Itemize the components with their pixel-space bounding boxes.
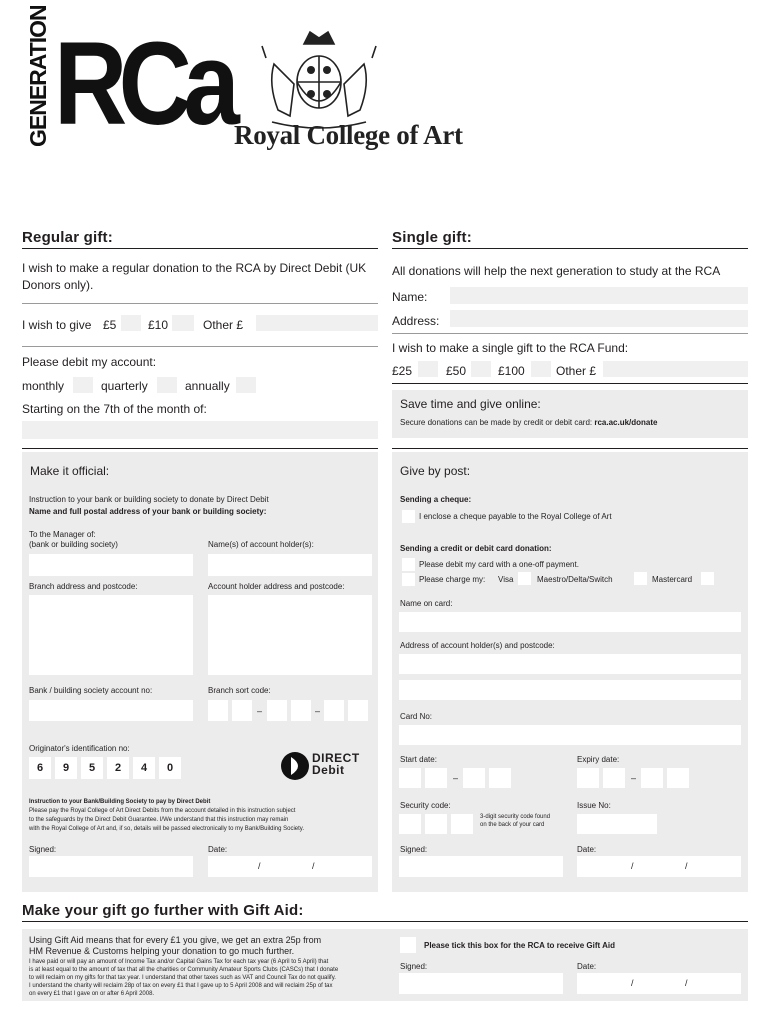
amount-10-label: £10 [148,318,169,332]
name-on-card-field[interactable] [399,612,741,632]
single-amount-25: £25 [392,364,413,378]
single-name-field[interactable] [450,287,748,304]
official-title: Make it official: [30,464,110,478]
gift-aid-s1: I have paid or will pay an amount of Income Tax and/or Capital Gains Tax for each tax year (6 April to 5 April) that [29,959,329,965]
sort-code-2b[interactable] [291,700,311,721]
online-url-link[interactable]: rca.ac.uk/donate [594,418,658,427]
expiry-date-3[interactable] [641,768,663,788]
amount-10-field[interactable] [172,315,194,331]
give-label: I wish to give [22,318,92,332]
name-on-card-label: Name on card: [400,599,453,608]
dd-logo-text2: Debit [312,763,345,777]
gift-aid-date-field[interactable] [577,973,741,994]
official-date-slash2: / [312,861,315,871]
gift-aid-panel [22,929,748,1001]
issue-no-field[interactable] [577,814,657,834]
security-note2: on the back of your card [480,822,545,828]
originator-digit: 5 [81,757,103,779]
start-date-2[interactable] [425,768,447,788]
mastercard-checkbox[interactable] [701,572,714,585]
start-date-3[interactable] [463,768,485,788]
annually-checkbox[interactable] [236,377,256,393]
originator-label: Originator's identification no: [29,744,130,753]
logo-rca: RCa [54,18,232,150]
charge-checkbox[interactable] [402,573,415,586]
security-code-label: Security code: [400,801,451,810]
account-no-field[interactable] [29,700,193,721]
expiry-date-dash: – [631,773,637,783]
holder-addr-field[interactable] [208,595,372,675]
start-date-dash: – [453,773,459,783]
manager-label1: To the Manager of: [29,530,96,539]
make-official-panel [22,452,378,892]
gift-aid-s5: on every £1 that I gave on or after 6 April 2008. [29,991,155,997]
gift-aid-date-label: Date: [577,962,597,971]
card-no-field[interactable] [399,725,741,745]
fund-label: I wish to make a single gift to the RCA Fund: [392,341,629,355]
visa-label: Visa [498,575,514,584]
issue-no-label: Issue No: [577,801,611,810]
start-date-4[interactable] [489,768,511,788]
monthly-checkbox[interactable] [73,377,93,393]
logo-generation: GENERATION [25,5,51,147]
amount-5-field[interactable] [121,315,141,331]
maestro-label: Maestro/Delta/Switch [537,575,613,584]
sort-code-3a[interactable] [324,700,344,721]
card-no-label: Card No: [400,712,433,721]
holders-field[interactable] [208,554,372,576]
card-title: Sending a credit or debit card donation: [400,544,552,553]
visa-checkbox[interactable] [518,572,531,585]
manager-field[interactable] [29,554,193,576]
direct-debit-icon [280,751,310,781]
official-instr1: Instruction to your bank or building society to donate by Direct Debit [29,495,269,504]
expiry-date-2[interactable] [603,768,625,788]
regular-other-label: Other £ [203,318,244,332]
originator-digit: 4 [133,757,155,779]
dd-instr-body3: with the Royal College of Art and, if so, details will be passed electronically to my Bank/Building Society. [29,826,305,832]
cheque-text: I enclose a cheque payable to the Royal College of Art [419,512,612,521]
gift-aid-date-slash1: / [631,978,634,988]
sort-code-label: Branch sort code: [208,686,271,695]
post-address-field1[interactable] [399,654,741,674]
give-by-post-panel [392,452,748,892]
sort-code-1a[interactable] [208,700,228,721]
official-signed-label: Signed: [29,845,57,854]
gift-aid-p1a: Using Gift Aid means that for every £1 you give, we get an extra 25p from [29,935,322,945]
originator-digit: 0 [159,757,181,779]
post-date-slash2: / [685,861,688,871]
post-signed-label: Signed: [400,845,428,854]
gift-aid-p1b: HM Revenue & Customs helping your donation to go much further. [29,946,295,956]
monthly-label: monthly [22,379,65,393]
college-name: Royal College of Art [234,120,463,150]
branch-label: Branch address and postcode: [29,582,138,591]
logo [24,5,554,162]
start-date-1[interactable] [399,768,421,788]
cheque-title: Sending a cheque: [400,495,472,504]
regular-gift-heading: Regular gift: [22,229,113,246]
official-signature-field[interactable] [29,856,193,877]
post-signature-field[interactable] [399,856,563,877]
post-address-label: Address of account holder(s) and postcode: [400,641,555,650]
amount-5-label: £5 [103,318,117,332]
mastercard-label: Mastercard [652,575,693,584]
post-address-field2[interactable] [399,680,741,700]
single-intro: All donations will help the next generation to study at the RCA [392,264,721,278]
account-no-label: Bank / building society account no: [29,686,153,695]
single-address-label: Address: [392,314,440,328]
card-checkbox[interactable] [402,558,415,571]
card-text: Please debit my card with a one-off payment. [419,560,579,569]
single-other-field[interactable] [603,361,748,377]
sort-code-1b[interactable] [232,700,252,721]
online-title: Save time and give online: [400,397,541,411]
sort-code-2a[interactable] [267,700,287,721]
regular-intro: I wish to make a regular donation to the RCA by Direct Debit (UK Donors only). [22,261,367,292]
charge-label: Please charge my: [419,575,486,584]
quarterly-checkbox[interactable] [157,377,177,393]
online-text-line [400,418,658,427]
gift-aid-s4: I understand the charity will reclaim 28p of tax on every £1 that I gave up to 5 April 2008 and will reclaim 25p of tax [29,983,333,989]
security-note1: 3-digit security code found [480,814,551,820]
post-date-slash1: / [631,861,634,871]
gift-aid-s2: is at least equal to the amount of tax that all the charities or Community Amateur Sports Clubs (CASCs) that I donate [29,967,339,973]
dd-logo-text1: DIRECT [312,751,360,765]
expiry-date-label: Expiry date: [577,755,620,764]
expiry-date-4[interactable] [667,768,689,788]
debit-label: Please debit my account: [22,355,157,369]
manager-label2: (bank or building society) [29,540,118,549]
maestro-checkbox[interactable] [634,572,647,585]
security-code-3[interactable] [451,814,473,834]
cheque-checkbox[interactable] [402,510,415,523]
start-date-label: Start date: [400,755,437,764]
single-amount-100-box[interactable] [531,361,551,377]
post-date-label: Date: [577,845,597,854]
expiry-date-1[interactable] [577,768,599,788]
royal-crest-icon [254,24,384,130]
post-date-field[interactable] [577,856,741,877]
holder-addr-label: Account holder address and postcode: [208,582,345,591]
single-amount-50-box[interactable] [471,361,491,377]
single-address-field[interactable] [450,310,748,327]
official-date-field[interactable] [208,856,372,877]
dd-instr-title: Instruction to your Bank/Building Society to pay by Direct Debit [29,799,211,805]
direct-debit-logo [280,750,372,782]
gift-aid-signature-field[interactable] [399,973,563,994]
gift-aid-tick-checkbox[interactable] [400,937,416,953]
single-amount-25-box[interactable] [418,361,438,377]
gift-aid-s3: to will reclaim on my gifts for that tax year. I understand that other taxes such as VAT and Council Tax do not qualify. [29,975,336,981]
holders-label: Name(s) of account holder(s): [208,540,314,549]
official-date-label: Date: [208,845,228,854]
quarterly-label: quarterly [101,379,148,393]
dd-instr-body2: to the safeguards by the Direct Debit Guarantee. I/We understand that this instruction may remain [29,817,289,823]
originator-digit: 6 [29,757,51,779]
single-name-label: Name: [392,290,428,304]
originator-digit: 9 [55,757,77,779]
single-other-label: Other £ [556,364,597,378]
gift-aid-date-slash2: / [685,978,688,988]
dd-instr-body1: Please pay the Royal College of Art Direct Debits from the account detailed in this instruction subject [29,808,296,814]
give-online-panel [392,390,748,438]
online-text: Secure donations can be made by credit or debit card: [400,418,593,427]
single-amount-50: £50 [446,364,467,378]
gift-aid-signed-label: Signed: [400,962,428,971]
gift-aid-tick-label: Please tick this box for the RCA to receive Gift Aid [424,941,616,950]
single-gift-heading: Single gift: [392,229,472,246]
official-instr2: Name and full postal address of your bank or building society: [29,507,267,516]
annually-label: annually [185,379,230,393]
starting-month-field[interactable] [22,421,378,439]
security-code-1[interactable] [399,814,421,834]
sort-dash-1: – [257,706,263,716]
official-date-slash1: / [258,861,261,871]
branch-field[interactable] [29,595,193,675]
starting-label: Starting on the 7th of the month of: [22,402,207,416]
gift-aid-heading: Make your gift go further with Gift Aid: [22,902,304,919]
security-code-2[interactable] [425,814,447,834]
post-title: Give by post: [400,464,471,478]
originator-digit: 2 [107,757,129,779]
sort-dash-2: – [315,706,321,716]
regular-other-field[interactable] [256,315,378,331]
sort-code-3b[interactable] [348,700,368,721]
single-amount-100: £100 [498,364,525,378]
